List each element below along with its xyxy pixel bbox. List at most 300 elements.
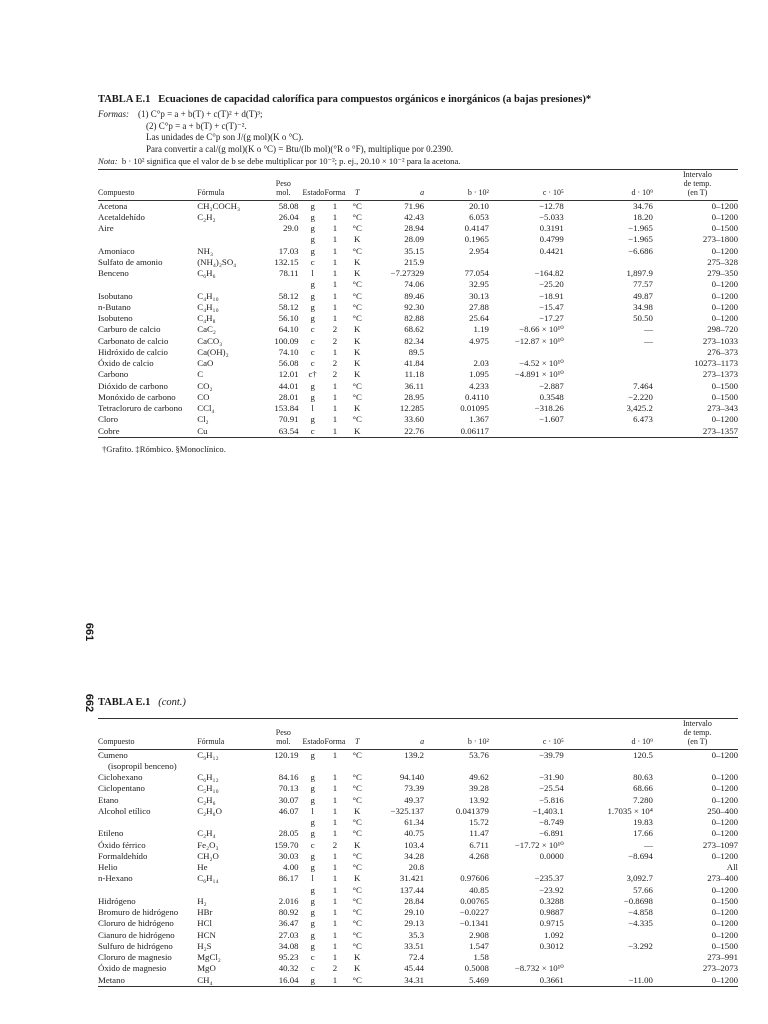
table-header-row [98, 170, 738, 200]
table-row [98, 817, 738, 828]
cell-formula: CaCO₃ [197, 335, 223, 346]
cell-b: 1.095 [469, 369, 489, 380]
cell-peso-mol: 28.05 [278, 828, 299, 839]
cell-estado: g [310, 828, 315, 839]
table-header-row-cont [98, 719, 738, 750]
cell-estado: g [310, 749, 315, 760]
table-label-cont: TABLA E.1 [98, 697, 151, 708]
cell-formula [197, 279, 268, 290]
cell-compuesto: Helio [98, 862, 118, 873]
cell-forma: 1 [332, 907, 338, 918]
table-row [98, 257, 738, 268]
table-row [98, 223, 738, 234]
cell-T: K [354, 839, 361, 850]
table-row [98, 358, 738, 369]
cell-formula: C₆H₆ [197, 268, 216, 279]
cell-forma: 1 [332, 425, 338, 436]
cell-formula: CaO [197, 358, 214, 369]
cell-peso-mol: 30.07 [278, 794, 299, 805]
cell-forma: 1 [332, 805, 338, 816]
cell-d: 7.280 [633, 794, 653, 805]
cell-c: 0.4799 [539, 234, 564, 245]
cell-a: 137.44 [399, 884, 425, 895]
cell-compuesto: Dióxido de carbono [98, 380, 168, 391]
cell-compuesto: Bromuro de hidrógeno [98, 907, 179, 918]
header-T [347, 170, 367, 200]
table-row [98, 918, 738, 929]
cell-intervalo: 0–1200 [711, 200, 738, 211]
cell-estado: c [310, 324, 315, 335]
cell-compuesto: (isopropil benceno) [108, 760, 177, 771]
cell-b: 1.367 [469, 414, 489, 425]
cell-forma: 1 [332, 817, 338, 828]
cell-formula [197, 223, 268, 234]
cell-formula: H₂ [197, 895, 207, 906]
cell-peso-mol: 70.91 [278, 414, 299, 425]
cell-b: 49.62 [469, 772, 489, 783]
cell-peso-mol: 86.17 [278, 873, 299, 884]
cell-c [493, 426, 570, 438]
cell-intervalo: 276–373 [707, 346, 738, 357]
cell-T: K [354, 346, 361, 357]
cell-b: 1.58 [473, 952, 489, 963]
header-d: d · 10⁹ [631, 737, 653, 747]
header-peso-mol [268, 170, 302, 200]
cell-forma: 1 [332, 974, 338, 985]
cell-d: −1.965 [628, 223, 653, 234]
cell-forma: 1 [332, 200, 338, 211]
cell-formula: C [197, 369, 204, 380]
table-row [98, 907, 738, 918]
cell-b: −0.0227 [459, 907, 489, 918]
cell-formula: CO [197, 391, 210, 402]
cell-formula: CH₂O [197, 850, 219, 861]
cell-d [570, 347, 657, 358]
cell-peso-mol [268, 885, 302, 896]
cell-estado: c [310, 839, 315, 850]
cell-b: 0.5008 [464, 963, 489, 974]
cell-forma: 1 [332, 783, 338, 794]
cell-b: 2.954 [469, 245, 489, 256]
cell-b: 13.92 [469, 794, 489, 805]
table-row [98, 426, 738, 438]
header-intervalo-3: (en T) [687, 737, 708, 747]
cell-b: 0.06117 [460, 425, 489, 436]
cell-a: 29.10 [404, 907, 425, 918]
cell-c [493, 761, 570, 772]
cell-d: 6.473 [633, 414, 653, 425]
cell-compuesto: Metano [98, 974, 125, 985]
cell-peso-mol [268, 234, 302, 245]
cell-formula: HCl [197, 918, 212, 929]
cell-compuesto: Amoniaco [98, 245, 135, 256]
cell-estado: l [311, 873, 314, 884]
header-c: c · 10⁵ [542, 188, 564, 198]
cell-a: 28.84 [404, 895, 425, 906]
cell-intervalo: 0–1200 [711, 974, 738, 985]
cell-peso-mol: 17.03 [278, 245, 299, 256]
header-intervalo [657, 170, 738, 200]
cell-a: 82.34 [404, 335, 425, 346]
header-intervalo-3: (en T) [687, 188, 708, 198]
cell-T: K [354, 963, 361, 974]
cell-forma: 2 [332, 839, 338, 850]
cell-c: −12.87 × 10¹⁰ [514, 335, 564, 346]
cell-c: −4.891 × 10¹⁰ [514, 369, 564, 380]
page-number-top: 661 [83, 622, 96, 642]
cell-d: 7.464 [633, 380, 653, 391]
cell-estado: g [310, 313, 315, 324]
table-row [98, 403, 738, 414]
cell-peso-mol: 58.08 [278, 200, 299, 211]
cell-compuesto: Carbono [98, 369, 129, 380]
cell-forma: 1 [332, 391, 338, 402]
cell-d: 3,425.2 [626, 403, 653, 414]
cell-a: 28.09 [404, 234, 425, 245]
cell-b: 5.469 [469, 974, 489, 985]
cell-d [570, 358, 657, 369]
cell-a: 40.75 [404, 828, 425, 839]
cell-peso-mol: 46.07 [278, 805, 299, 816]
table-row [98, 268, 738, 279]
cell-a: 34.31 [404, 974, 425, 985]
table-label: TABLA E.1 [98, 94, 151, 105]
cell-T: K [354, 805, 361, 816]
cell-compuesto [98, 885, 197, 896]
cell-estado: g [310, 279, 315, 290]
cell-intervalo: 0–1500 [711, 940, 738, 951]
cell-d: 19.83 [633, 817, 653, 828]
cell-c: −39.79 [539, 749, 564, 760]
cell-formula: Ca(OH)₂ [197, 346, 229, 357]
cell-a: 34.28 [404, 850, 425, 861]
cell-intervalo: 275–328 [707, 256, 738, 267]
cell-forma: 1 [332, 828, 338, 839]
cell-b: 4.268 [469, 850, 489, 861]
header-compuesto: Compuesto [98, 188, 135, 198]
cell-b: 0.4110 [465, 391, 489, 402]
cell-d: −1.965 [628, 234, 653, 245]
cell-b: 25.64 [469, 313, 489, 324]
cell-compuesto: Isobuteno [98, 313, 133, 324]
cell-compuesto: n-Hexano [98, 873, 133, 884]
cell-formula: MgCl₂ [197, 952, 221, 963]
cell-forma: 1 [332, 301, 338, 312]
cell-b: 40.85 [469, 884, 489, 895]
cell-T: K [354, 234, 361, 245]
cell-peso-mol: 58.12 [278, 290, 299, 301]
cell-forma: 1 [332, 234, 338, 245]
cell-formula: Cu [197, 425, 208, 436]
cell-c: −25.54 [539, 783, 564, 794]
cell-intervalo: 0–1200 [711, 749, 738, 760]
cell-formula: Fe₂O₃ [197, 839, 219, 850]
cell-forma: 1 [332, 380, 338, 391]
table-title-cont [98, 697, 738, 708]
cell-d: 57.66 [633, 884, 653, 895]
cell-T: °C [352, 974, 362, 985]
header-intervalo-2: de temp. [683, 728, 712, 738]
cell-b: 20.10 [469, 200, 489, 211]
cell-d: 77.57 [633, 279, 653, 290]
cell-formula: C₄H₈ [197, 313, 216, 324]
cell-T: °C [352, 817, 362, 828]
cell-c: 0.3191 [539, 223, 564, 234]
cell-c: −8.732 × 10¹⁰ [514, 963, 564, 974]
cell-d: −11.00 [628, 974, 653, 985]
table-row [98, 324, 738, 335]
cell-peso-mol: 120.19 [274, 749, 299, 760]
equation-forms [98, 109, 738, 155]
cell-d: 3,092.7 [626, 873, 653, 884]
cell-formula: C₂H₄ [197, 828, 216, 839]
cell-forma: 1 [332, 403, 338, 414]
table-row [98, 347, 738, 358]
cell-a: 73.39 [404, 783, 425, 794]
table-e1-page [98, 94, 738, 454]
cell-compuesto: Cumeno [98, 749, 128, 760]
header-peso: Peso [275, 179, 291, 189]
cell-d: −4.335 [628, 918, 653, 929]
cell-T: °C [352, 200, 362, 211]
cell-d: −0.8698 [623, 895, 653, 906]
cell-b: 30.13 [469, 290, 489, 301]
cell-forma: 2 [332, 963, 338, 974]
cell-peso-mol: 132.15 [274, 256, 299, 267]
cell-b: −0.1341 [459, 918, 489, 929]
cell-T: °C [352, 313, 362, 324]
cell-a: 22.76 [404, 425, 425, 436]
cell-peso-mol: 100.09 [274, 335, 299, 346]
note-text: b · 10² significa que el valor de b se debe multiplicar por 10⁻²; p. ej., 20.10 × 10⁻² para la acetona. [121, 156, 461, 166]
cell-intervalo: 273–1357 [702, 425, 738, 436]
cell-peso-mol: 78.11 [279, 268, 299, 279]
cell-forma: 1 [332, 313, 338, 324]
cell-d [570, 952, 657, 963]
cell-a: 42.43 [404, 211, 425, 222]
cell-estado: g [310, 895, 315, 906]
cell-c: −5.033 [539, 211, 564, 222]
cell-estado: l [311, 268, 314, 279]
table-row [98, 212, 738, 223]
cell-formula: C₂H₆ [197, 794, 216, 805]
cell-forma: 1 [332, 895, 338, 906]
cell-formula: Cl₂ [197, 414, 209, 425]
cell-a: 11.18 [404, 369, 425, 380]
cell-c: −25.20 [539, 279, 564, 290]
cell-intervalo: 0–1200 [711, 783, 738, 794]
cell-intervalo: 0–1200 [711, 794, 738, 805]
cell-d [570, 426, 657, 438]
header-intervalo-1: Intervalo [683, 170, 712, 179]
cell-compuesto: Acetaldehído [98, 211, 145, 222]
table-body-top [98, 200, 738, 437]
cell-compuesto: Sulfato de amonio [98, 256, 163, 267]
units-line-2: Para convertir a cal/(g mol)(K o °C) = Btu/(lb mol)(°R o °F), multiplique por 0.2390. [146, 143, 454, 154]
cell-compuesto: Aire [98, 223, 114, 234]
cell-T: K [354, 256, 361, 267]
cell-estado: g [310, 850, 315, 861]
cell-estado: g [310, 200, 315, 211]
cell-forma: 2 [332, 369, 338, 380]
cell-estado: l [311, 403, 314, 414]
cell-estado: c [310, 335, 315, 346]
cell-compuesto [98, 279, 197, 290]
cell-forma: 1 [332, 346, 338, 357]
cell-b: 0.4147 [464, 223, 489, 234]
cell-formula: H₂S [197, 940, 212, 951]
cell-a: 28.95 [404, 391, 425, 402]
cell-forma: 1 [332, 850, 338, 861]
cell-formula: C₆H₁₄ [197, 873, 219, 884]
form-1: (1) C°p = a + b(T) + c(T)² + d(T)³; [138, 109, 263, 119]
cell-compuesto: Acetona [98, 200, 128, 211]
form-2: (2) C°p = a + b(T) + c(T)⁻². [146, 120, 247, 131]
cell-compuesto [98, 817, 197, 828]
cell-d: 80.63 [633, 772, 653, 783]
table-row [98, 279, 738, 290]
cell-peso-mol: 4.00 [283, 862, 299, 873]
cell-peso-mol: 95.23 [278, 952, 299, 963]
cell-forma: 1 [332, 794, 338, 805]
header-T-label: T [354, 737, 360, 747]
cell-intervalo: 0–1200 [711, 290, 738, 301]
cell-a: 45.44 [404, 963, 425, 974]
cell-compuesto: Óxido férrico [98, 839, 146, 850]
cell-intervalo: 0–1200 [711, 850, 738, 861]
cell-forma [323, 761, 347, 772]
cell-peso-mol: 40.32 [278, 963, 299, 974]
cell-T: °C [352, 929, 362, 940]
cell-b: 11.47 [469, 828, 489, 839]
cell-estado: g [310, 918, 315, 929]
cell-T: K [354, 335, 361, 346]
table-row [98, 749, 738, 761]
cell-intervalo: 0–1200 [711, 301, 738, 312]
cell-forma: 1 [332, 952, 338, 963]
table-row [98, 930, 738, 941]
cell-estado: c† [308, 369, 317, 380]
cell-c: −4.52 × 10¹⁰ [519, 358, 564, 369]
cell-compuesto: Cobre [98, 425, 120, 436]
cell-intervalo: 273–343 [707, 403, 738, 414]
cell-formula: C₂H₆O [197, 805, 222, 816]
table-row [98, 414, 738, 425]
cell-a: 89.46 [404, 290, 425, 301]
cell-a: 29.13 [404, 918, 425, 929]
cell-a: 74.06 [404, 279, 425, 290]
cell-intervalo: 0–1200 [711, 211, 738, 222]
header-mol: mol. [276, 188, 291, 198]
cell-T: K [354, 358, 361, 369]
cell-b: 0.00765 [460, 895, 489, 906]
cell-a: 215.9 [404, 256, 425, 267]
cell-a: 28.94 [404, 223, 425, 234]
cell-forma: 1 [332, 749, 338, 760]
cell-a [367, 761, 428, 772]
cell-c [493, 952, 570, 963]
cell-a: 61.34 [404, 817, 425, 828]
cell-d: −6.686 [628, 245, 653, 256]
cell-intervalo: 0–1200 [711, 907, 738, 918]
cell-formula: CCl₄ [197, 403, 215, 414]
cell-T: K [354, 425, 361, 436]
cell-compuesto: Ciclohexano [98, 772, 143, 783]
cell-compuesto: Etileno [98, 828, 124, 839]
cell-T: °C [352, 211, 362, 222]
cell-estado: g [310, 907, 315, 918]
cell-intervalo: 298–720 [707, 324, 738, 335]
cell-T: °C [352, 940, 362, 951]
cell-compuesto: Carburo de calcio [98, 324, 161, 335]
cell-a: 68.62 [404, 324, 425, 335]
cell-estado: c [310, 952, 315, 963]
cell-peso-mol: 64.10 [278, 324, 299, 335]
table-row [98, 200, 738, 212]
cell-estado: g [310, 414, 315, 425]
cell-peso-mol: 12.01 [278, 369, 299, 380]
cell-intervalo: 0–1200 [711, 772, 738, 783]
cell-c: −318.26 [534, 403, 564, 414]
cell-intervalo: 0–1200 [711, 414, 738, 425]
cell-intervalo: 273–1800 [702, 234, 738, 245]
cell-compuesto: Cianuro de hidrógeno [98, 929, 175, 940]
cell-a: 82.88 [404, 313, 425, 324]
cell-intervalo: 0–1500 [711, 391, 738, 402]
cell-formula: (NH₄)₂SO₄ [197, 256, 237, 267]
heat-capacity-table [98, 170, 738, 438]
cell-forma: 1 [332, 211, 338, 222]
cell-formula: HBr [197, 907, 213, 918]
cell-d: −4.858 [628, 907, 653, 918]
cell-c: 0.3012 [539, 940, 564, 951]
cell-b [428, 257, 493, 268]
table-row [98, 873, 738, 884]
cell-formula: C₂H₂ [197, 211, 216, 222]
cell-d: 17.66 [633, 828, 653, 839]
cell-compuesto: Sulfuro de hidrógeno [98, 940, 173, 951]
cell-forma: 1 [332, 884, 338, 895]
cell-formula [197, 817, 268, 828]
table-footnote: †Grafito. ‡Rómbico. §Monoclínico. [102, 443, 226, 454]
cell-d: −2.220 [628, 391, 653, 402]
cell-compuesto: Formaldehído [98, 850, 148, 861]
cell-b: 0.041379 [455, 805, 489, 816]
cell-T: °C [352, 907, 362, 918]
header-a [367, 719, 428, 750]
table-row [98, 392, 738, 403]
note-label: Nota: [98, 156, 118, 166]
table-row [98, 795, 738, 806]
cell-a: 33.51 [404, 940, 425, 951]
cell-peso-mol: 26.04 [278, 211, 299, 222]
cell-peso-mol: 36.47 [278, 918, 299, 929]
cell-compuesto [98, 234, 197, 245]
cell-a: 89.5 [408, 346, 425, 357]
header-mol: mol. [276, 737, 291, 747]
cell-forma: 1 [332, 256, 338, 267]
cell-d: — [644, 839, 653, 850]
cell-a: −325.137 [390, 805, 425, 816]
cell-d: −8.694 [628, 850, 653, 861]
cell-compuesto: Óxido de magnesio [98, 963, 167, 974]
cell-b: 15.72 [469, 817, 489, 828]
cell-a: 103.4 [404, 839, 425, 850]
cell-formula: C₄H₁₀ [197, 290, 219, 301]
cell-compuesto: Isobutano [98, 290, 133, 301]
cell-d: — [644, 335, 653, 346]
header-T [347, 719, 367, 750]
